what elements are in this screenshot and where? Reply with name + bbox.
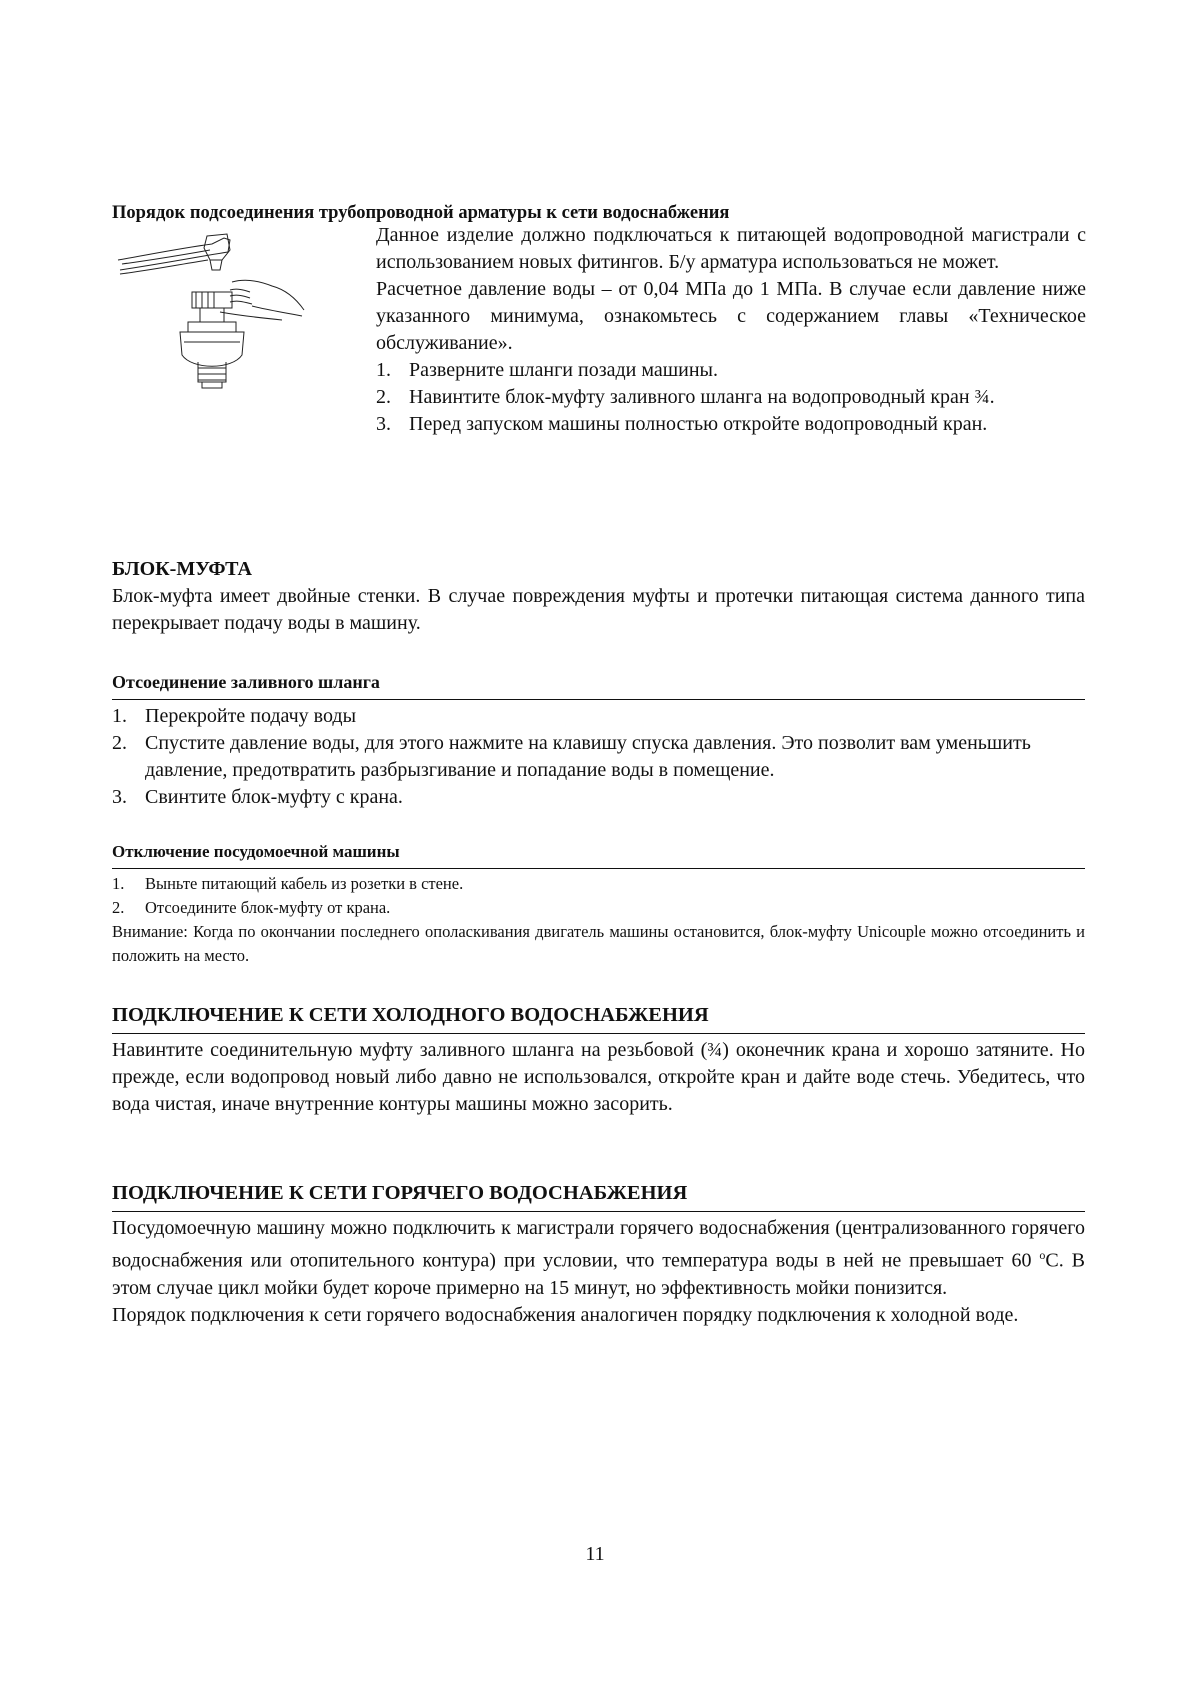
step-text: Выньте питающий кабель из розетки в стене. <box>145 874 464 893</box>
hot-water-text-part: С. В этом случае цикл мойки будет короче примерно на 15 минут, но эффективность мойки понизится. <box>112 1249 1085 1299</box>
connection-paragraph-1: Данное изделие должно подключаться к питающей водопроводной магистрали с использованием новых фитингов. Б/у арматура использоваться не может. <box>376 224 1086 273</box>
faucet-illustration <box>112 230 312 395</box>
coupling-section <box>112 556 1085 637</box>
disconnect-hose-section <box>112 669 1085 811</box>
step-number: 1. <box>376 359 391 381</box>
connection-heading: Порядок подсоединения трубопроводной арматуры к сети водоснабжения <box>112 203 730 223</box>
coupling-heading: БЛОК-МУФТА <box>112 558 252 580</box>
list-item <box>376 411 1086 438</box>
step-text: Свинтите блок-муфту с крана. <box>145 786 403 808</box>
connection-steps <box>376 357 1086 438</box>
step-text: Отсоедините блок-муфту от крана. <box>145 898 391 917</box>
disconnect-hose-heading: Отсоединение заливного шланга <box>112 672 380 692</box>
step-text: Перекройте подачу воды <box>145 705 357 727</box>
step-number: 2. <box>112 898 125 917</box>
disconnect-hose-steps <box>112 703 1085 811</box>
degree-sign: o <box>1039 1248 1046 1262</box>
step-number: 2. <box>112 732 127 754</box>
list-item <box>112 730 1085 784</box>
list-item <box>376 384 1086 411</box>
list-item <box>112 872 1085 896</box>
step-text: Перед запуском машины полностью откройте водопроводный кран. <box>409 413 988 435</box>
hot-water-text-1 <box>112 1215 1085 1302</box>
hot-water-section <box>112 1180 1085 1329</box>
faucet-coupling-icon <box>112 230 312 395</box>
list-item <box>112 896 1085 920</box>
disconnect-machine-heading: Отключение посудомоечной машины <box>112 842 400 861</box>
coupling-text: Блок-муфта имеет двойные стенки. В случае повреждения муфты и протечки питающая система данного типа перекрывает подачу воды в машину. <box>112 585 1085 634</box>
step-number: 2. <box>376 386 391 408</box>
cold-water-heading: ПОДКЛЮЧЕНИЕ К СЕТИ ХОЛОДНОГО ВОДОСНАБЖЕНИЯ <box>112 1004 709 1026</box>
step-text: Навинтите блок-муфту заливного шланга на водопроводный кран ¾. <box>409 386 995 408</box>
disconnect-machine-section <box>112 840 1085 968</box>
step-number: 3. <box>376 413 391 435</box>
connection-section <box>112 200 1086 435</box>
step-number: 3. <box>112 786 127 808</box>
divider <box>112 1211 1085 1212</box>
cold-water-text: Навинтите соединительную муфту заливного шланга на резьбовой (¾) оконечник крана и хорошо затяните. Но прежде, если водопровод новый либо давно не использовался, откройте кран и дайте воде стечь. Убедитесь, что вода чистая, иначе внутренние контуры машины можно засорить. <box>112 1039 1085 1115</box>
page <box>112 0 1085 1684</box>
hot-water-text-part: Посудомоечную машину можно подключить к магистрали горячего водоснабжения (централизованного горячего водоснабжения или отопительного контура) при условии, что температура воды в ней не превышает 60 <box>112 1217 1085 1272</box>
cold-water-section <box>112 1002 1085 1118</box>
list-item <box>112 703 1085 730</box>
connection-paragraph-2: Расчетное давление воды – от 0,04 МПа до 1 МПа. В случае если давление ниже указанного минимума, ознакомьтесь с содержанием главы «Техническое обслуживание». <box>376 278 1086 354</box>
list-item <box>112 784 1085 811</box>
divider <box>112 699 1085 700</box>
divider <box>112 1033 1085 1034</box>
step-number: 1. <box>112 874 125 893</box>
hot-water-heading: ПОДКЛЮЧЕНИЕ К СЕТИ ГОРЯЧЕГО ВОДОСНАБЖЕНИЯ <box>112 1182 688 1204</box>
divider <box>112 868 1085 869</box>
page-number: 11 <box>585 1543 605 1565</box>
list-item <box>376 357 1086 384</box>
disconnect-machine-steps <box>112 872 1085 920</box>
hot-water-text-2: Порядок подключения к сети горячего водоснабжения аналогичен порядку подключения к холодной воде. <box>112 1303 1019 1326</box>
disconnect-machine-note: Внимание: Когда по окончании последнего ополаскивания двигатель машины остановится, блок-муфту Unicouple можно отсоединить и положить на место. <box>112 922 1085 965</box>
step-text: Спустите давление воды, для этого нажмите на клавишу спуска давления. Это позволит вам уменьшить давление, предотвратить разбрызгивание и попадание воды в помещение. <box>145 732 1031 781</box>
step-text: Разверните шланги позади машины. <box>409 359 718 381</box>
step-number: 1. <box>112 705 127 727</box>
